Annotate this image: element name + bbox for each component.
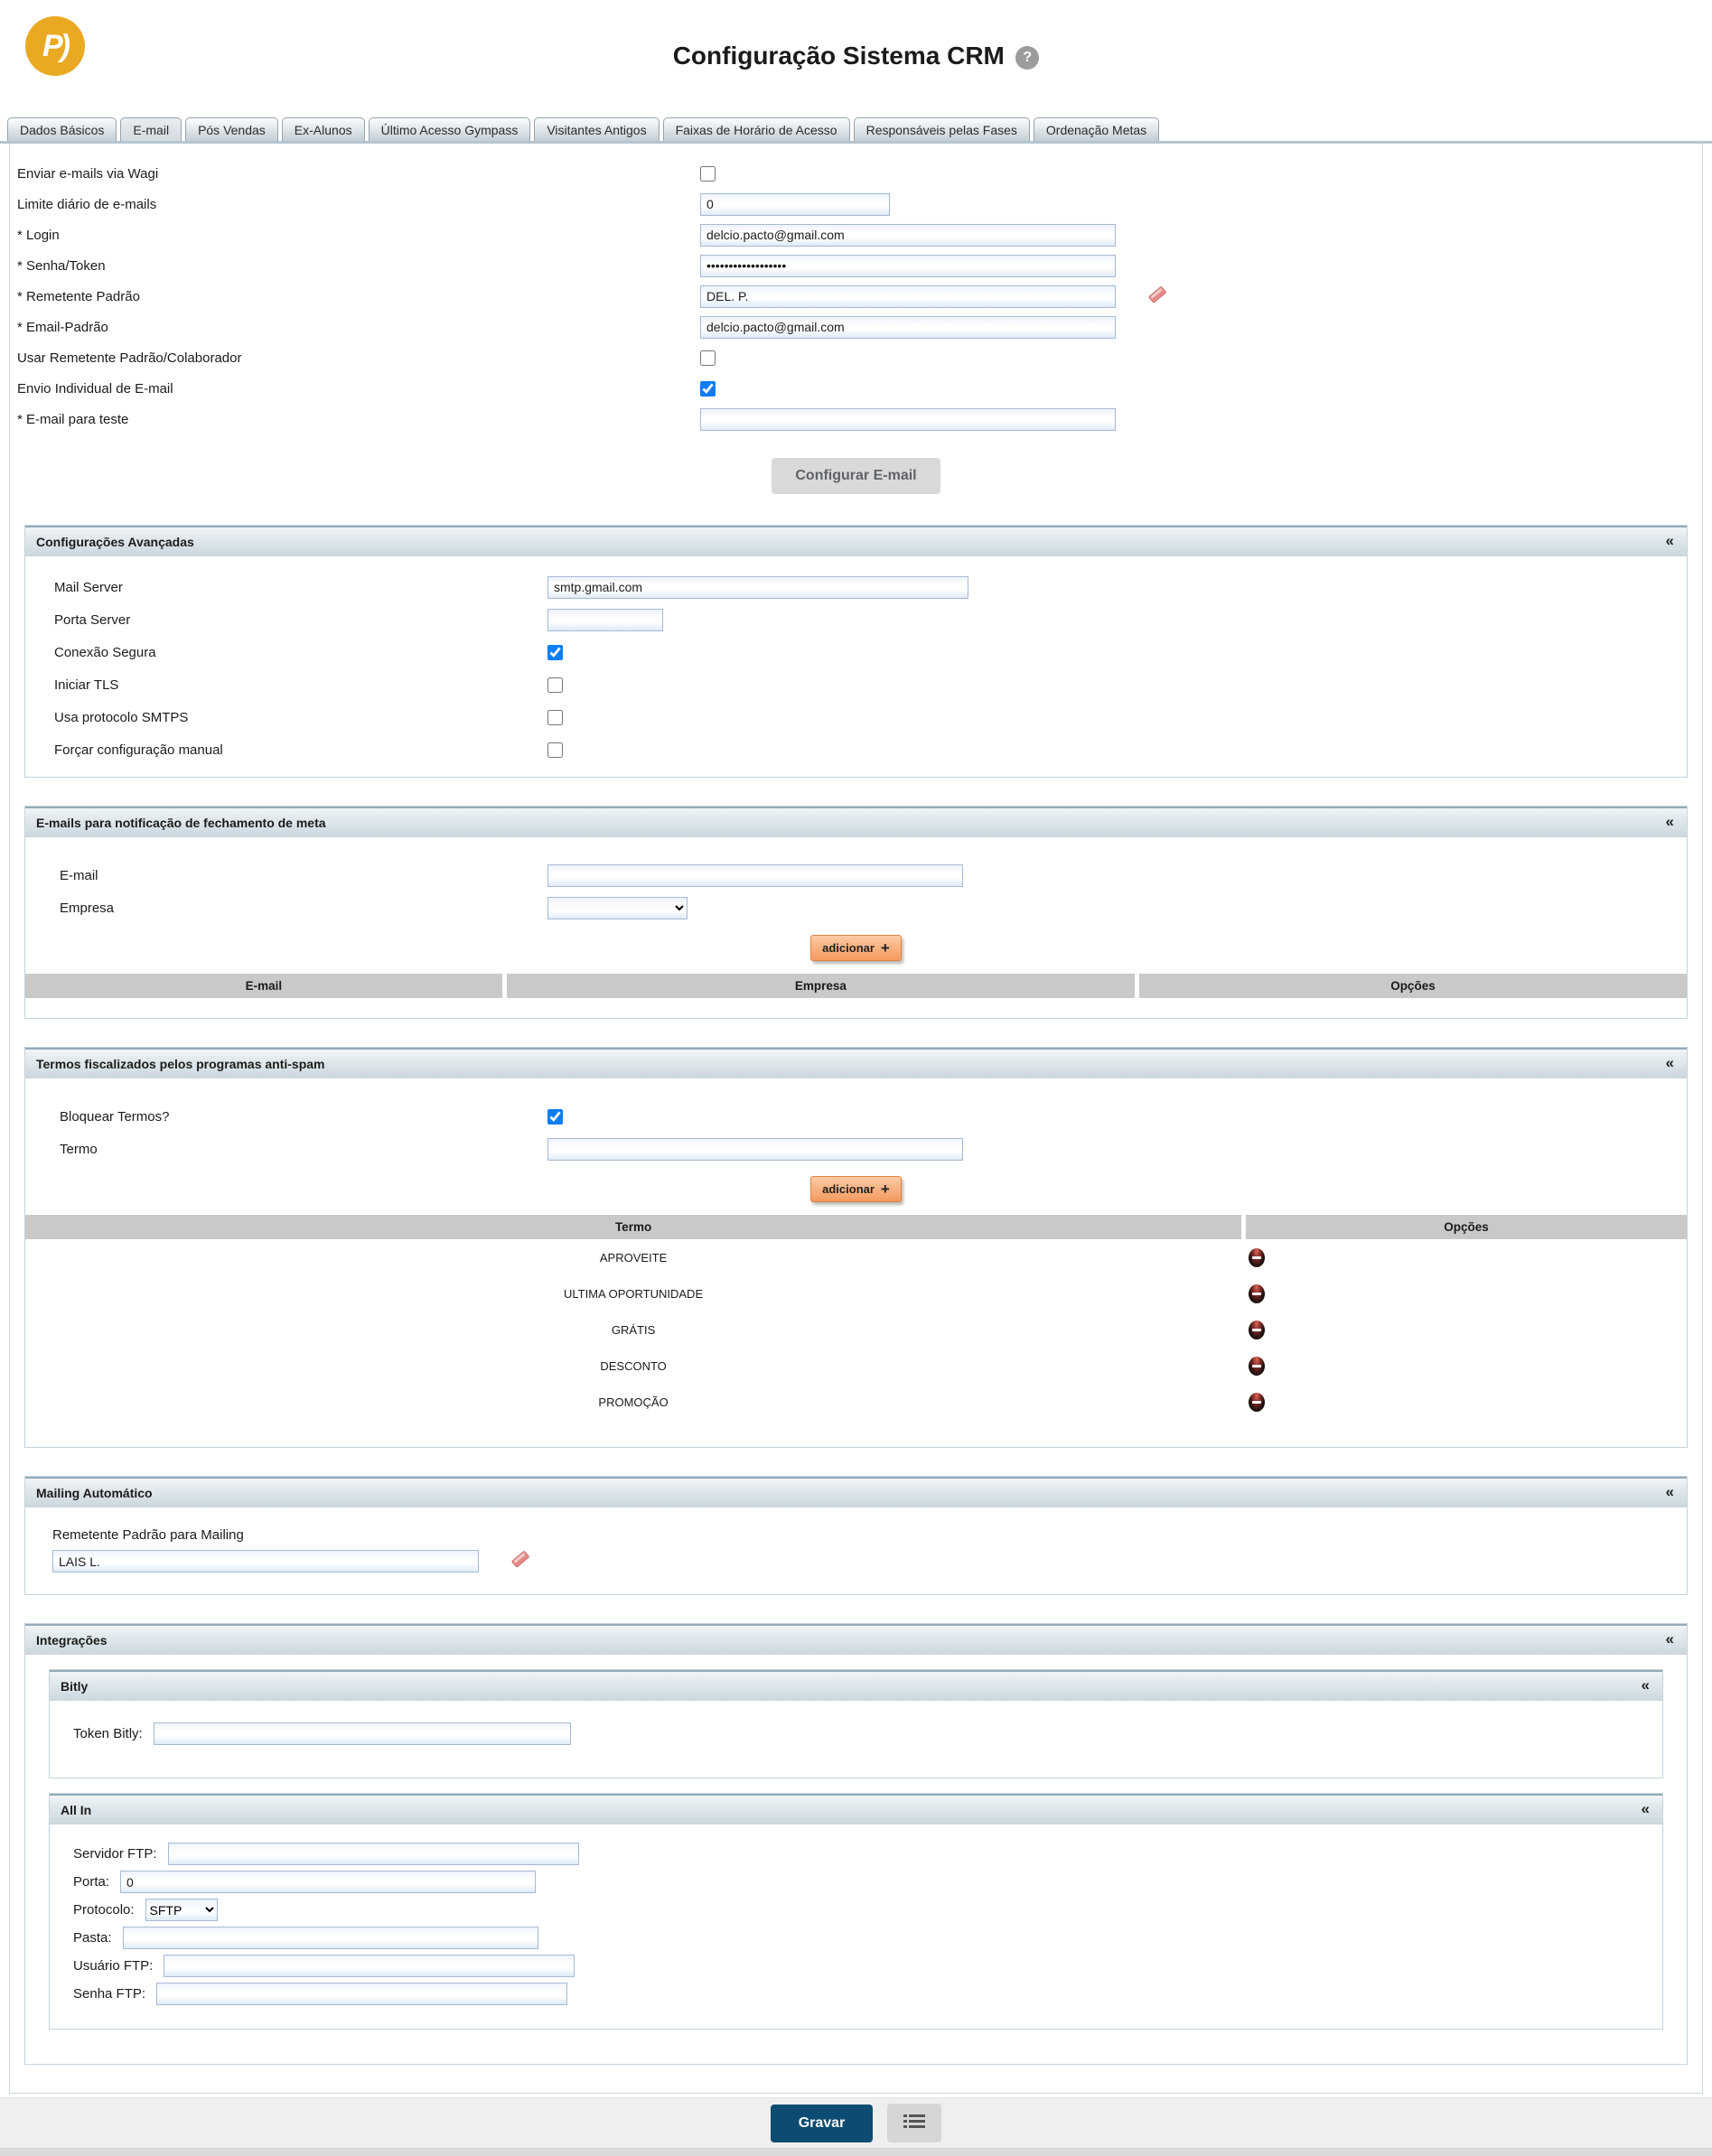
collapse-icon[interactable]: « (1665, 532, 1674, 549)
term-row (25, 1348, 1687, 1384)
smtps-protocol-checkbox[interactable] (547, 710, 563, 725)
ftp-port-label: Porta: (73, 1874, 110, 1890)
wagi-label: Enviar e-mails via Wagi (17, 165, 159, 182)
ftp-password-input[interactable] (156, 1983, 567, 2005)
collapse-icon[interactable]: « (1641, 1800, 1650, 1817)
collapse-icon[interactable]: « (1641, 1676, 1650, 1694)
collapse-icon[interactable]: « (1665, 813, 1674, 830)
form-row (17, 250, 1695, 281)
ftp-user-label: Usuário FTP: (73, 1958, 154, 1974)
meta-notification-header (25, 807, 1687, 837)
ftp-protocol-label: Protocolo: (73, 1902, 135, 1918)
server-port-input[interactable] (547, 609, 663, 631)
collapse-icon[interactable]: « (1665, 1630, 1674, 1647)
form-row (73, 1843, 1662, 1865)
term-text: GRÁTIS (611, 1322, 656, 1337)
form-row (54, 636, 1687, 668)
mailing-sender-label: Remetente Padrão para Mailing (52, 1527, 244, 1543)
secure-connection-checkbox[interactable] (547, 645, 563, 660)
form-row (17, 373, 1695, 404)
save-button[interactable]: Gravar (771, 2105, 874, 2142)
form-row (17, 312, 1695, 342)
auto-mailing-title: Mailing Automático (36, 1486, 153, 1500)
eraser-icon[interactable] (510, 1548, 531, 1574)
form-row (73, 1722, 1662, 1745)
term-text: PROMOÇÃO (598, 1395, 669, 1409)
password-input[interactable] (700, 255, 1116, 277)
form-row (25, 891, 1687, 924)
ftp-password-label: Senha FTP: (73, 1986, 146, 2002)
antispam-terms-header (25, 1048, 1687, 1078)
term-row (25, 1239, 1687, 1275)
individual-send-checkbox[interactable] (700, 381, 716, 397)
tab-visitantes-antigos[interactable]: Visitantes Antigos (534, 117, 659, 141)
tab-bar (0, 116, 1712, 144)
test-email-label: * E-mail para teste (17, 411, 129, 427)
form-row (54, 701, 1687, 733)
remove-term-icon[interactable] (1249, 1357, 1265, 1376)
column-header-termo: Termo (25, 1215, 1241, 1239)
bitly-token-label: Token Bitly: (73, 1726, 143, 1741)
form-row (54, 571, 1687, 603)
meta-notification-title: E-mails para notificação de fechamento de meta (36, 816, 326, 830)
allin-header (50, 1794, 1662, 1825)
auto-mailing-panel (24, 1476, 1688, 1595)
block-terms-checkbox[interactable] (547, 1109, 563, 1125)
form-row (73, 1927, 1662, 1949)
column-header-opcoes: Opções (1139, 974, 1687, 998)
plus-icon: + (880, 939, 890, 957)
help-icon[interactable]: ? (1015, 46, 1039, 70)
start-tls-label: Iniciar TLS (54, 677, 119, 693)
advanced-settings-panel (24, 525, 1688, 778)
ftp-folder-label: Pasta: (73, 1930, 112, 1946)
remove-term-icon[interactable] (1249, 1284, 1265, 1303)
bitly-token-input[interactable] (154, 1722, 571, 1745)
smtps-protocol-label: Usa protocolo SMTPS (54, 709, 189, 725)
eraser-icon[interactable] (1146, 284, 1168, 310)
term-row (25, 1275, 1687, 1311)
form-row (17, 189, 1695, 219)
test-email-input[interactable] (700, 408, 1116, 431)
form-row (17, 342, 1695, 373)
tab-faixas-horario[interactable]: Faixas de Horário de Acesso (663, 117, 850, 141)
term-text: APROVEITE (599, 1250, 668, 1265)
pacto-logo-text: P) (42, 28, 68, 63)
column-header-opcoes: Opções (1246, 1215, 1687, 1239)
ftp-protocol-select[interactable] (145, 1899, 218, 1921)
advanced-settings-title: Configurações Avançadas (36, 535, 194, 549)
antispam-terms-title: Termos fiscalizados pelos programas anti-spam (36, 1057, 325, 1071)
form-row (17, 219, 1695, 250)
ftp-user-input[interactable] (164, 1955, 575, 1977)
form-row (73, 1955, 1662, 1977)
meta-table-header (25, 974, 1687, 998)
footer-bar (0, 2097, 1712, 2148)
tab-ex-alunos[interactable]: Ex-Alunos (282, 117, 365, 141)
notification-email-label: E-mail (60, 867, 98, 883)
form-row (25, 1133, 1687, 1165)
use-default-sender-checkbox[interactable] (700, 350, 716, 366)
block-terms-label: Bloquear Termos? (60, 1108, 170, 1125)
tab-responsaveis-fases[interactable]: Responsáveis pelas Fases (854, 117, 1030, 141)
add-notification-email-button[interactable]: adicionar + (810, 935, 902, 961)
form-row (73, 1983, 1662, 2005)
term-text: DESCONTO (600, 1358, 667, 1373)
integrations-title: Integrações (36, 1633, 108, 1647)
list-view-button[interactable] (887, 2104, 941, 2142)
plus-icon: + (880, 1181, 890, 1198)
form-row (73, 1871, 1662, 1893)
allin-title: All In (61, 1803, 92, 1817)
term-row (25, 1311, 1687, 1348)
form-row (73, 1899, 1662, 1921)
company-label: Empresa (60, 900, 115, 916)
term-row (25, 1384, 1687, 1420)
allin-panel (49, 1793, 1663, 2030)
collapse-icon[interactable]: « (1665, 1054, 1674, 1071)
term-input[interactable] (547, 1138, 963, 1161)
default-sender-input[interactable] (700, 285, 1116, 308)
tab-content (9, 144, 1703, 2094)
remove-term-icon[interactable] (1249, 1248, 1265, 1267)
manual-config-checkbox[interactable] (547, 742, 563, 758)
column-header-email: E-mail (25, 974, 502, 998)
use-default-sender-label: Usar Remetente Padrão/Colaborador (17, 350, 242, 366)
pacto-logo (25, 16, 85, 76)
add-term-button[interactable]: adicionar + (810, 1176, 902, 1202)
bitly-title: Bitly (61, 1679, 89, 1694)
company-select[interactable] (547, 897, 688, 919)
wagi-checkbox[interactable] (700, 166, 716, 182)
secure-connection-label: Conexão Segura (54, 644, 156, 660)
integrations-header (25, 1624, 1687, 1655)
form-row (25, 1100, 1687, 1133)
start-tls-checkbox[interactable] (547, 677, 563, 693)
mail-server-label: Mail Server (54, 579, 123, 595)
remove-term-icon[interactable] (1249, 1321, 1265, 1339)
mail-server-input[interactable] (547, 576, 968, 599)
bottom-strip (0, 2148, 1712, 2156)
terms-table-header (25, 1215, 1687, 1239)
page-title: Configuração Sistema CRM (672, 42, 1005, 70)
form-row (25, 859, 1687, 891)
configure-email-button[interactable]: Configurar E-mail (772, 458, 940, 494)
daily-limit-label: Limite diário de e-mails (17, 196, 157, 212)
form-row (54, 733, 1687, 766)
ftp-port-input[interactable] (120, 1871, 536, 1893)
meta-notification-panel (24, 806, 1688, 1019)
term-label: Termo (60, 1141, 98, 1157)
default-email-input[interactable] (700, 316, 1116, 339)
ftp-server-label: Servidor FTP: (73, 1846, 157, 1862)
password-label: * Senha/Token (17, 257, 106, 274)
advanced-settings-header (25, 526, 1687, 556)
individual-send-label: Envio Individual de E-mail (17, 380, 173, 397)
form-row (54, 668, 1687, 701)
tab-pos-vendas[interactable]: Pós Vendas (185, 117, 278, 141)
antispam-terms-panel (24, 1047, 1688, 1448)
integrations-panel (24, 1623, 1688, 2065)
remove-term-icon[interactable] (1249, 1393, 1265, 1412)
column-header-empresa: Empresa (507, 974, 1135, 998)
tab-dados-basicos[interactable]: Dados Básicos (7, 117, 117, 141)
form-row (54, 603, 1687, 636)
tab-ordenacao-metas[interactable]: Ordenação Metas (1034, 117, 1159, 141)
ftp-server-input[interactable] (168, 1843, 579, 1865)
list-icon (903, 2114, 925, 2130)
ftp-folder-input[interactable] (123, 1927, 538, 1949)
form-row (17, 158, 1695, 189)
form-row (17, 281, 1695, 312)
login-input[interactable] (700, 224, 1116, 247)
login-label: * Login (17, 227, 60, 243)
top-bar (0, 0, 1712, 116)
mailing-sender-input[interactable] (52, 1550, 479, 1573)
notification-email-input[interactable] (547, 864, 963, 887)
manual-config-label: Forçar configuração manual (54, 742, 223, 758)
tab-email[interactable]: E-mail (120, 117, 182, 141)
default-email-label: * Email-Padrão (17, 319, 108, 335)
collapse-icon[interactable]: « (1665, 1483, 1674, 1500)
bitly-panel (49, 1669, 1663, 1778)
auto-mailing-header (25, 1477, 1687, 1507)
default-sender-label: * Remetente Padrão (17, 288, 140, 304)
tab-ultimo-acesso-gympass[interactable]: Último Acesso Gympass (369, 117, 531, 141)
daily-limit-input[interactable] (700, 193, 890, 216)
form-row (17, 404, 1695, 434)
term-text: ULTIMA OPORTUNIDADE (564, 1286, 704, 1301)
bitly-header (50, 1670, 1662, 1701)
server-port-label: Porta Server (54, 611, 131, 628)
